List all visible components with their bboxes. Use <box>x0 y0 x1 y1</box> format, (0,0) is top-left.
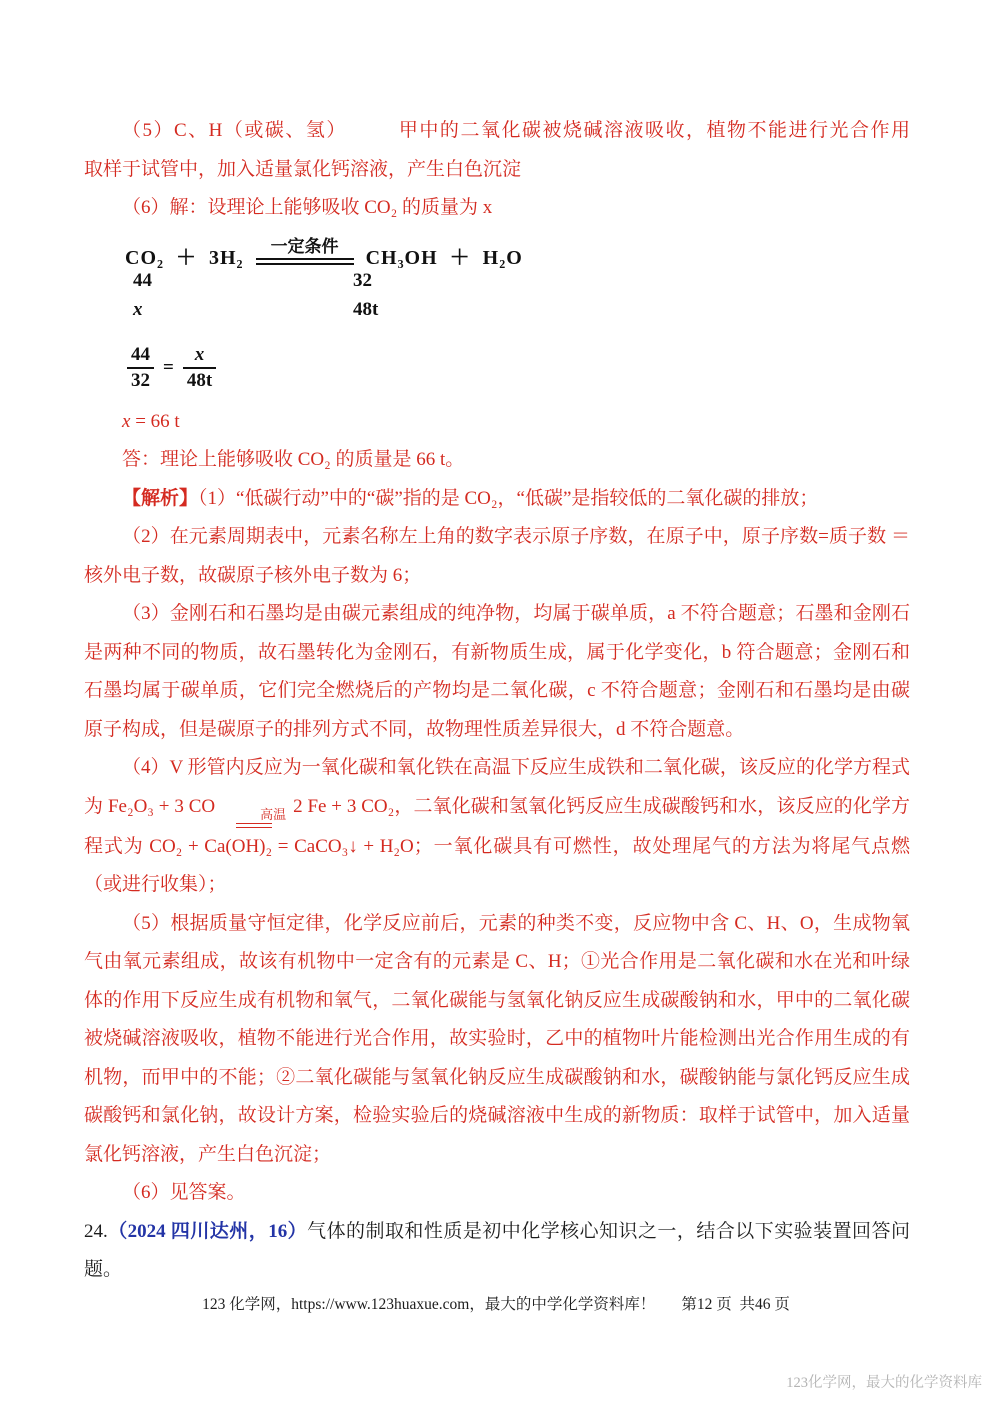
reaction-condition-label: 一定条件 <box>270 237 339 256</box>
equation-line <box>125 237 910 270</box>
analysis-paragraph-4 <box>84 749 910 905</box>
double-equals-line <box>256 258 354 265</box>
equation-rhs: CH₃OH ＋ H₂O <box>365 246 523 269</box>
gaowen-double-line <box>236 823 272 828</box>
given-mass: 48t <box>353 298 379 320</box>
analysis-paragraph-2: （2）在元素周期表中，元素名称左上角的数字表示原子序数，在原子中，原子序数=质子数 ＝ 核外电子数，故碳原子核外电子数为 6； <box>84 526 910 586</box>
final-answer-line: 答：理论上能够吸收 CO₂ 的质量是 66 t。 <box>122 449 465 470</box>
watermark-text: 123化学网，最大的化学资料库 <box>786 1375 982 1391</box>
unknown-x: x <box>133 298 143 320</box>
question-24-text: 气体的制取和性质是初中化学核心知识之一，结合以下实验装置回答问题。 <box>84 1220 910 1280</box>
fraction-left <box>127 344 154 392</box>
x-result-line <box>84 403 910 442</box>
fraction-left-denominator: 32 <box>131 369 150 391</box>
fraction-left-numerator: 44 <box>127 344 154 369</box>
equals-sign: = <box>163 356 174 378</box>
gaowen-condition <box>222 808 286 828</box>
page-footer <box>0 1292 992 1314</box>
analysis-paragraph-3: （3）金刚石和石墨均是由碳元素组成的纯净物，均属于碳单质，a 不符合题意；石墨和金刚石是两种不同的物质，故石墨转化为金刚石，有新物质生成，属于化学变化，b 符合题意；金刚石和石墨均属于碳单质，它们完全燃烧后的产物均是二氧化碳，c 不符合题意；金刚石和石墨均是由碳原子构成，但是碳原子的排列方式不同，故物理性质差异很大，d 不符合题意。 <box>84 603 910 740</box>
analysis-4-after: 2 Fe + 3 CO₂，二氧化碳和氢氧化钙反应生成碳酸钙和水，该反应的化学方程式为 CO₂ + Ca(OH)₂ = CaCO₃↓ + H₂O；一氧化碳具有可燃性，故处理尾气的方法为将尾气点燃（或进行收集）； <box>84 795 910 895</box>
question-24-number: 24. <box>84 1220 108 1242</box>
fraction-right-numerator: x <box>183 344 216 369</box>
analysis-paragraph-6: （6）见答案。 <box>122 1182 246 1203</box>
fraction-right <box>183 344 216 392</box>
analysis-paragraph-5: （5）根据质量守恒定律，化学反应前后，元素的种类不变，反应物中含 C、H、O，生成物氧气由氧元素组成，故该有机物中一定含有的元素是 C、H；①光合作用是二氧化碳和水在光和叶绿体的作用下反应生成有机物和氧气，二氧化碳能与氢氧化钠反应生成碳酸钠和水，甲中的二氧化碳被烧碱溶液吸收，植物不能进行光合作用，故实验时，乙中的植物叶片能检测出光合作用生成的有机物，而甲中的不能；②二氧化碳能与氢氧化钠反应生成碳酸钠和水，碳酸钠能与氯化钙反应生成碳酸钙和氯化钠，故设计方案，检验实验后的烧碱溶液中生成的新物质：取样于试管中，加入适量氯化钙溶液，产生白色沉淀； <box>84 912 910 1165</box>
question-24-line <box>84 1213 910 1290</box>
proportion-equation <box>127 344 910 392</box>
unknown-row <box>125 299 910 328</box>
x-value: = 66 t <box>130 410 180 432</box>
answer-5-line: （5）C、H（或碳、氢） 甲中的二氧化碳被烧碱溶液吸收，植物不能进行光合作用 取样于试管中，加入适量氯化钙溶液，产生白色沉淀 <box>84 120 968 180</box>
footer-site-info: 123 化学网，https://www.123huaxue.com，最大的中学化学资料库！ <box>202 1296 656 1313</box>
analysis-4-before: （4）V 形管内反应为一氧化碳和氧化铁在高温下反应生成铁和二氧化碳，该反应的化学方程式为 Fe₂O₃ + 3 CO <box>84 757 910 817</box>
molar-mass-ch3oh: 32 <box>353 269 372 291</box>
molar-mass-row <box>125 270 910 299</box>
analysis-1-text: （1）“低碳行动”中的“碳”指的是 CO₂，“低碳”是指较低的二氧化碳的排放； <box>198 487 819 509</box>
question-24-source: （2024 四川达州，16） <box>107 1220 308 1242</box>
fraction-right-denominator: 48t <box>186 369 213 391</box>
footer-page-number: 第12 页 共46 页 <box>681 1296 790 1313</box>
answer-6-setup-line: （6）解：设理论上能够吸收 CO₂ 的质量为 x <box>122 197 493 218</box>
gaowen-condition-label: 高温 <box>260 806 287 822</box>
x-variable: x <box>122 410 131 432</box>
molar-mass-co2: 44 <box>133 269 152 291</box>
analysis-label: 【解析】 <box>122 487 199 509</box>
analysis-paragraph-1 <box>84 480 910 519</box>
chemical-equation-block <box>125 237 910 392</box>
equation-lhs: CO₂ ＋ 3H₂ <box>125 246 244 269</box>
reaction-condition <box>256 237 354 265</box>
